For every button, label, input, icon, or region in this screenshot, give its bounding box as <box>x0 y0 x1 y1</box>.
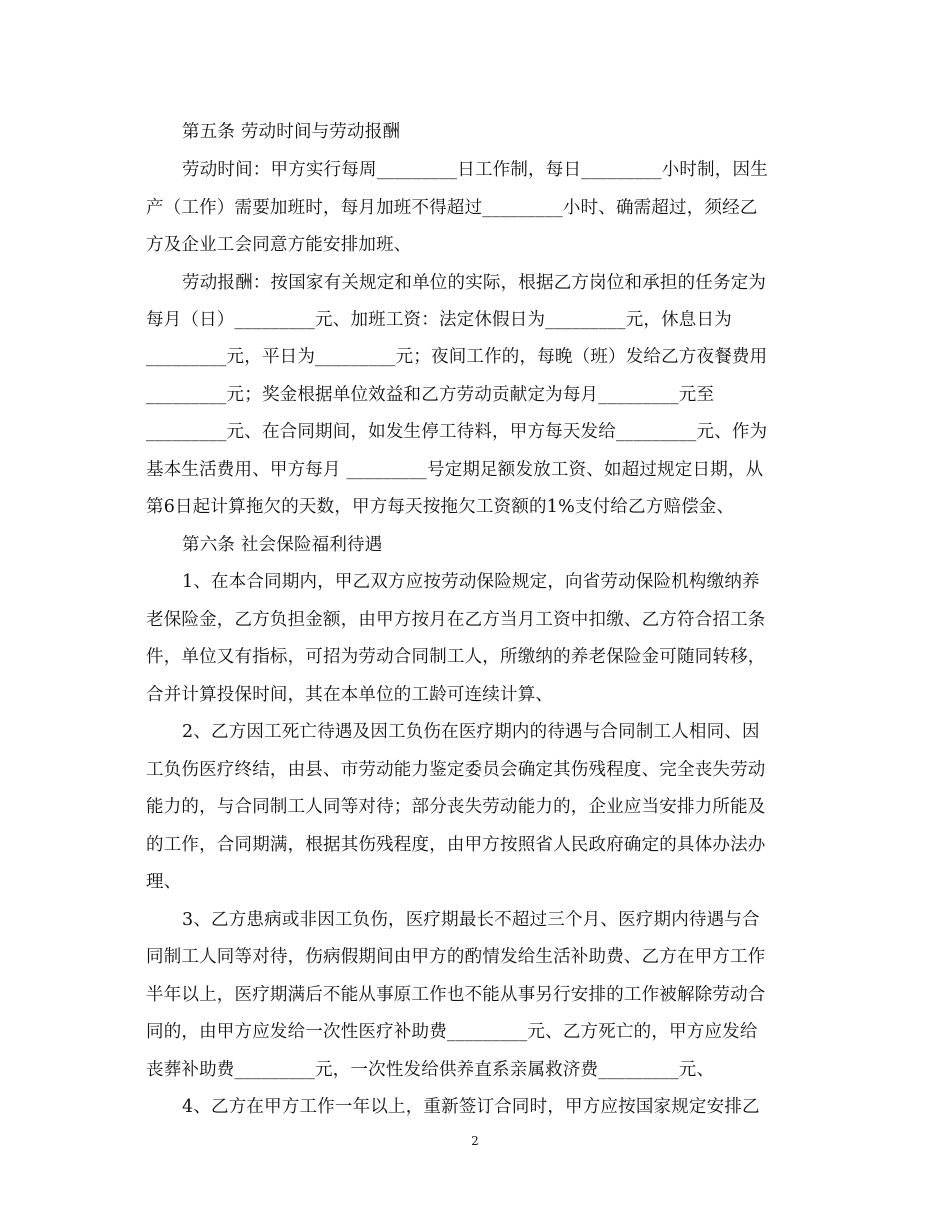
paragraph-line: 4、乙方在甲方工作一年以上，重新签订合同时，甲方应按国家规定安排乙 <box>182 1097 760 1117</box>
paragraph-line: _________元，平日为_________元；夜间工作的，每晚（班）发给乙方夜餐费用 <box>146 347 768 367</box>
paragraph-line: 半年以上，医疗期满后不能从事原工作也不能从事另行安排的工作被解除劳动合 <box>146 985 766 1005</box>
paragraph-line: 第6日起计算拖欠的天数，甲方每天按拖欠工资额的1%支付给乙方赔偿金、 <box>146 497 735 517</box>
paragraph-line: 同的，由甲方应发给一次性医疗补助费_________元、乙方死亡的，甲方应发给 <box>146 1022 758 1042</box>
paragraph-line: _________元、在合同期间，如发生停工待料，甲方每天发给_________元、作为 <box>146 422 768 442</box>
paragraph-line: 合并计算投保时间，其在本单位的工龄可连续计算、 <box>146 685 554 705</box>
paragraph-line: 件，单位又有指标，可招为劳动合同制工人，所缴纳的养老保险金可随同转移， <box>146 647 766 667</box>
paragraph-line: 1、在本合同期内，甲乙双方应按劳动保险规定，向省劳动保险机构缴纳养 <box>182 572 760 592</box>
paragraph-line: 理、 <box>146 872 182 892</box>
paragraph-line: 同制工人同等对待，伤病假期间由甲方的酌情发给生活补助费、乙方在甲方工作 <box>146 947 766 967</box>
page-number: 2 <box>471 1134 479 1148</box>
section-heading-5: 第五条 劳动时间与劳动报酬 <box>182 122 401 142</box>
paragraph-line: 老保险金，乙方负担金额，由甲方按月在乙方当月工资中扣缴、乙方符合招工条 <box>146 610 766 630</box>
paragraph-line: 3、乙方患病或非因工负伤，医疗期最长不超过三个月、医疗期内待遇与合 <box>182 910 760 930</box>
paragraph-line: 工负伤医疗终结，由县、市劳动能力鉴定委员会确定其伤残程度、完全丧失劳动 <box>146 760 766 780</box>
paragraph-line: 劳动时间：甲方实行每周_________日工作制，每日_________小时制，因生 <box>182 160 768 180</box>
paragraph-line: 的工作，合同期满，根据其伤残程度，由甲方按照省人民政府确定的具体办法办 <box>146 835 766 855</box>
paragraph-line: 方及企业工会同意方能安排加班、 <box>146 235 412 255</box>
paragraph-line: 每月（日）_________元、加班工资：法定休假日为_________元，休息日为 <box>146 310 732 330</box>
paragraph-line: 劳动报酬：按国家有关规定和单位的实际，根据乙方岗位和承担的任务定为 <box>182 273 767 293</box>
paragraph-line: 能力的，与合同制工人同等对待；部分丧失劳动能力的，企业应当安排力所能及 <box>146 797 766 817</box>
paragraph-line: _________元；奖金根据单位效益和乙方劳动贡献定为每月_________元至 <box>146 385 715 405</box>
paragraph-line: 产（工作）需要加班时，每月加班不得超过_________小时、确需超过，须经乙 <box>146 198 758 218</box>
paragraph-line: 丧葬补助费_________元，一次性发给供养直系亲属救济费_________元、 <box>146 1060 715 1080</box>
paragraph-line: 2、乙方因工死亡待遇及因工负伤在医疗期内的待遇与合同制工人相同、因 <box>182 722 760 742</box>
section-heading-6: 第六条 社会保险福利待遇 <box>182 535 383 555</box>
paragraph-line: 基本生活费用、甲方每月 _________号定期足额发放工资、如超过规定日期，从 <box>146 460 764 480</box>
